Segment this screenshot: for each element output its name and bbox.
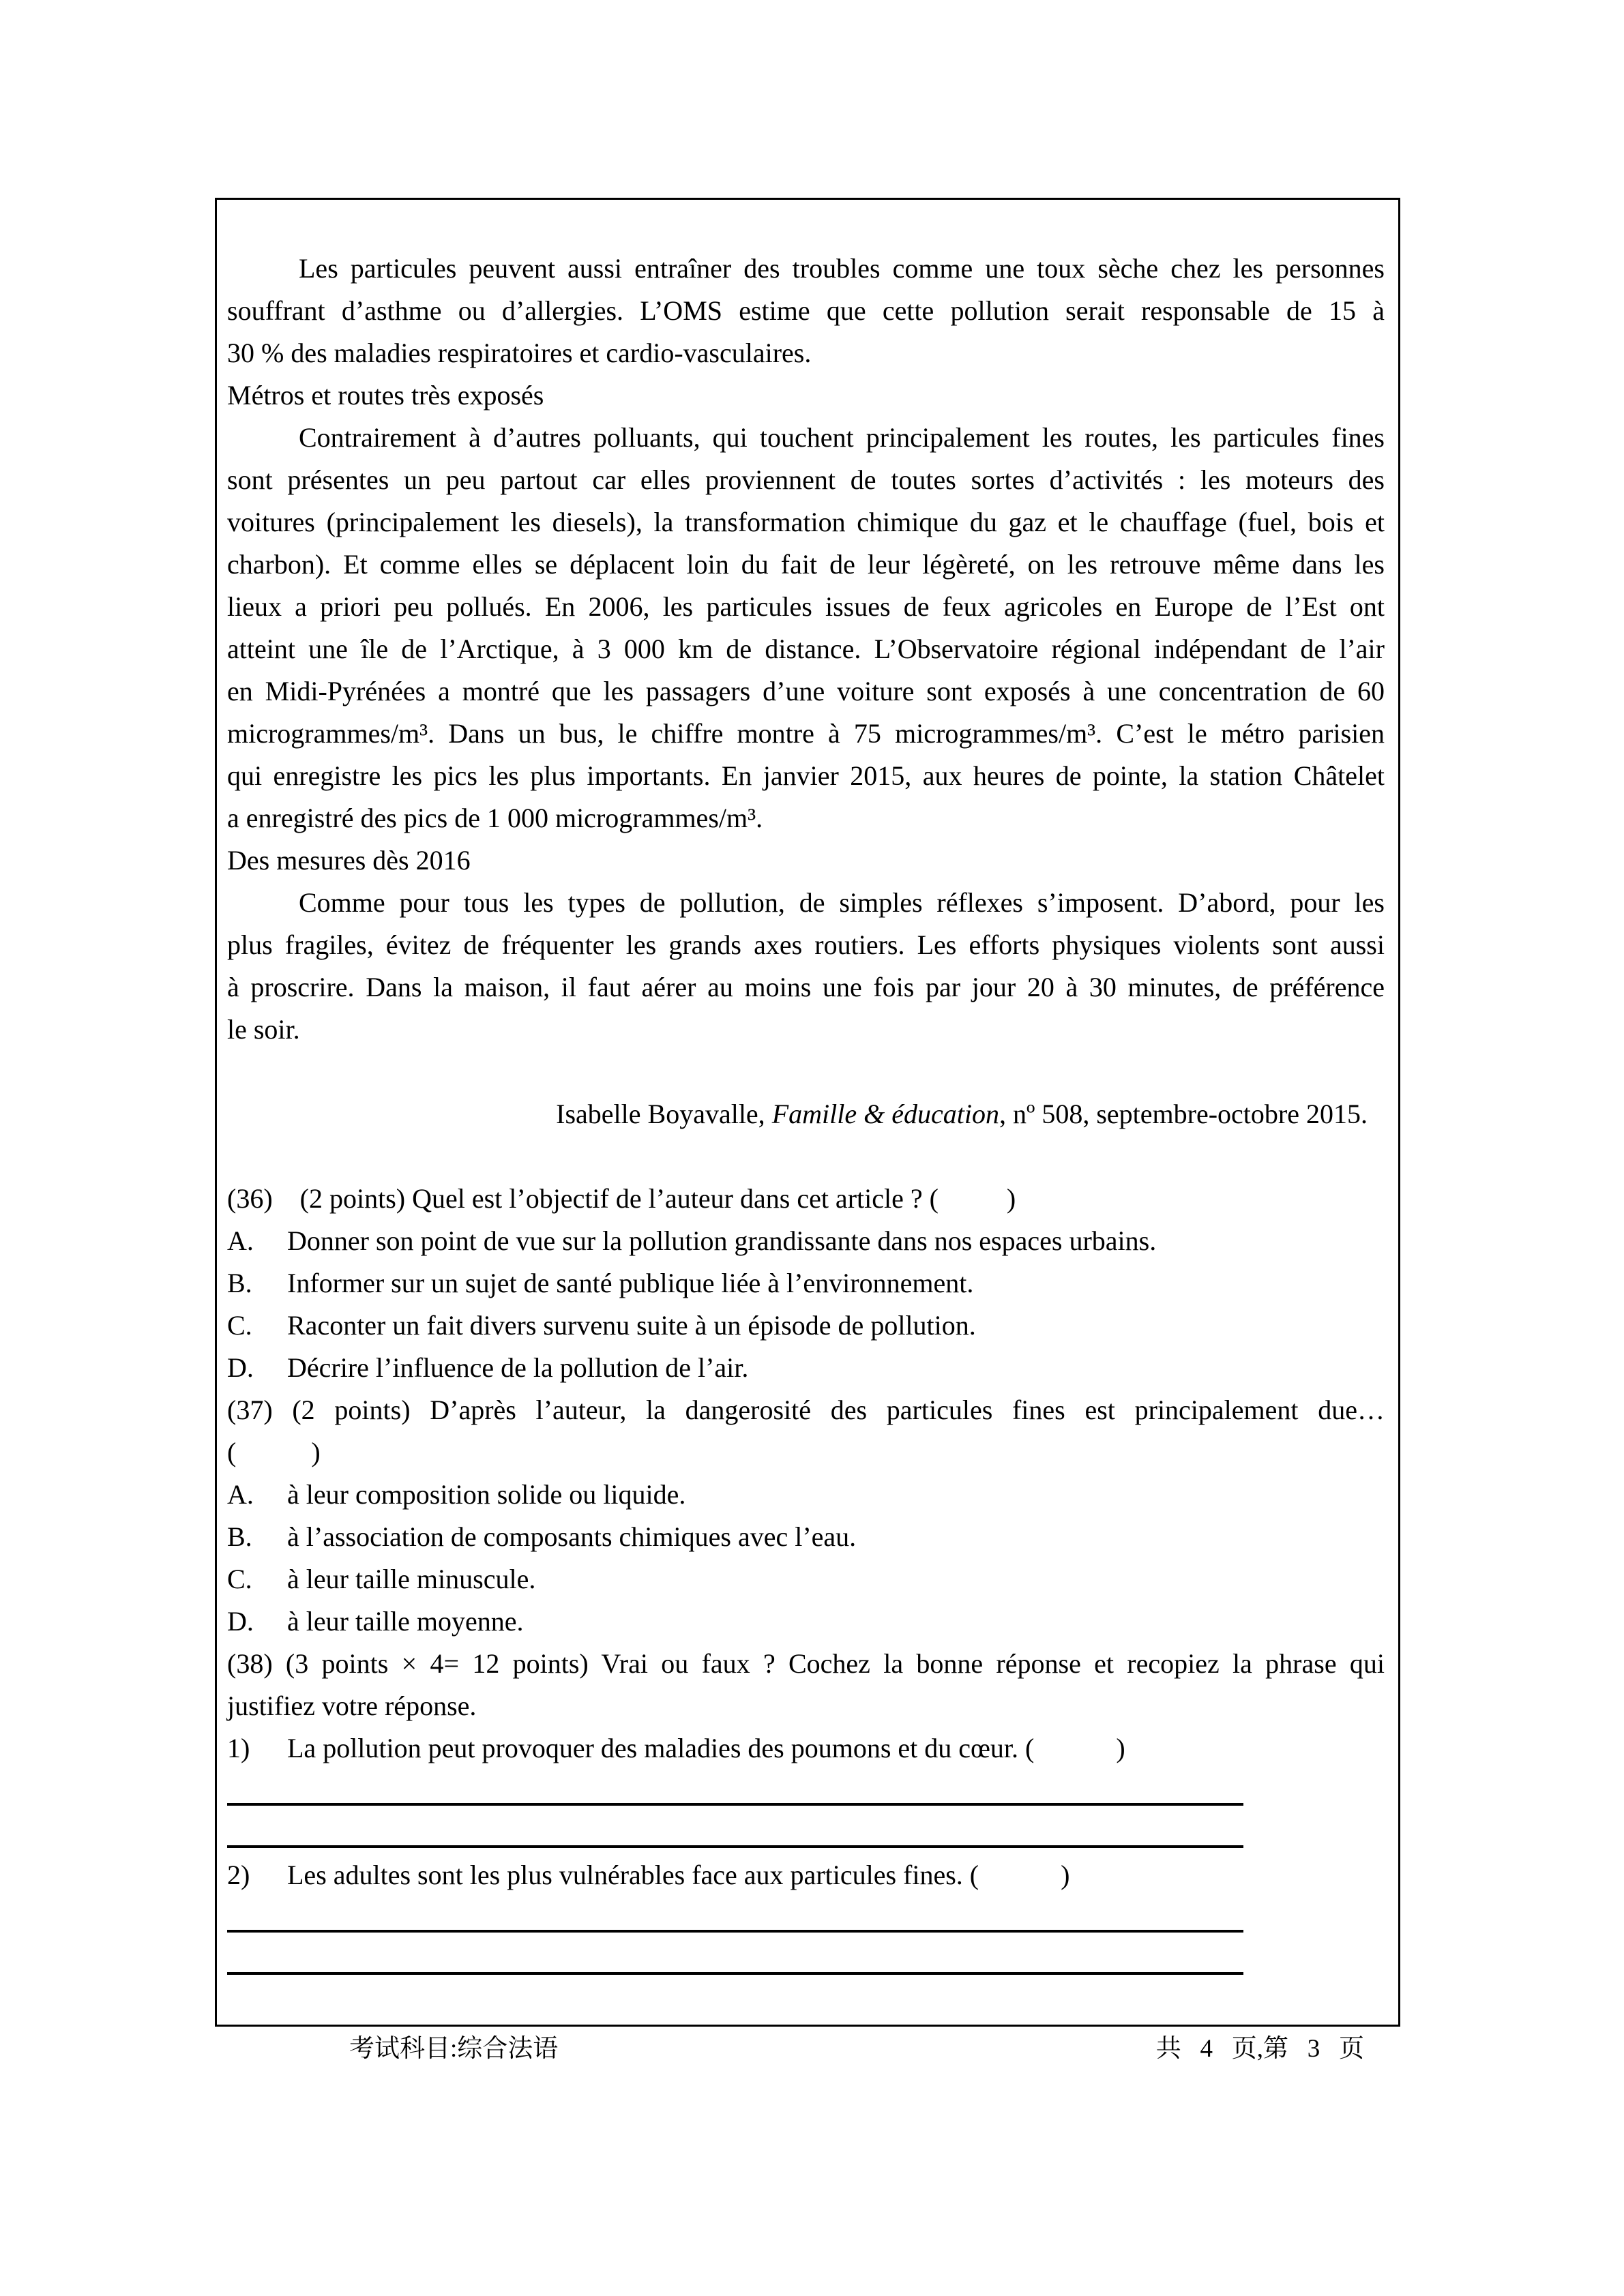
paragraph-line: le soir. (227, 1014, 300, 1045)
question-line: justifiez votre réponse. (227, 1690, 477, 1721)
paragraph (227, 417, 1385, 839)
answer-blank-row (227, 1896, 1385, 1939)
answer-blank-row (227, 1770, 1385, 1812)
page-footer (0, 2034, 1624, 2064)
paragraph-line: à proscrire. Dans la maison, il faut aérer au moins une fois par jour 20 à 30 minutes, de préférence (227, 972, 1385, 1002)
option-text: à leur taille minuscule. (287, 1564, 536, 1594)
option-text: Raconter un fait divers survenu suite à un épisode de pollution. (287, 1310, 976, 1341)
option-text: à l’association de composants chimiques avec l’eau. (287, 1521, 857, 1552)
answer-blank-line (227, 1972, 1243, 1975)
option-row (227, 1558, 1385, 1600)
paragraph-line: qui enregistre les pics les plus importants. En janvier 2015, aux heures de pointe, la station Châtelet (227, 760, 1385, 791)
paragraph-line: Comme pour tous les types de pollution, de simples réflexes s’imposent. D’abord, pour les (299, 887, 1385, 918)
item-label: 1) (227, 1733, 250, 1763)
item-text: La pollution peut provoquer des maladies des poumons et du cœur. ( ) (287, 1733, 1125, 1763)
footer-page-number: 共 4 页,第 3 页 (1155, 2035, 1364, 2063)
paragraph-line: plus fragiles, évitez de fréquenter les grands axes routiers. Les efforts physiques violents sont aussi (227, 929, 1385, 960)
option-label: D. (227, 1352, 254, 1383)
paragraph-line: atteint une île de l’Arctique, à 3 000 km de distance. L’Observatoire régional indépendant de l’air (227, 633, 1385, 664)
answer-blank-row (227, 1939, 1385, 1981)
option-text: Informer sur un sujet de santé publique liée à l’environnement. (287, 1268, 974, 1298)
citation-publication: Famille & éducation (771, 1099, 999, 1129)
option-text: Donner son point de vue sur la pollution grandissante dans nos espaces urbains. (287, 1225, 1157, 1256)
option-row (227, 1600, 1385, 1643)
citation-author: Isabelle Boyavalle, (556, 1099, 772, 1129)
question-line: ( ) (227, 1437, 321, 1467)
paragraph-line: sont présentes un peu partout car elles proviennent de toutes sortes d’activités : les moteurs des (227, 464, 1385, 495)
citation-issue-date: , nº 508, septembre-octobre 2015. (999, 1099, 1368, 1129)
option-label: A. (227, 1225, 254, 1256)
footer-exam-subject: 考试科目:综合法语 (349, 2035, 559, 2063)
source-citation-line (227, 1093, 1385, 1135)
option-text: à leur taille moyenne. (287, 1606, 524, 1637)
answer-blank-row (227, 1812, 1385, 1854)
document-content (217, 200, 1398, 1981)
option-row (227, 1474, 1385, 1516)
paragraph-line: souffrant d’asthme ou d’allergies. L’OMS estime que cette pollution serait responsable de 15 à (227, 295, 1385, 326)
option-label: C. (227, 1564, 252, 1594)
option-label: B. (227, 1268, 252, 1298)
item-label: 2) (227, 1860, 250, 1890)
question-line: (38) (3 points × 4= 12 points) Vrai ou faux ? Cochez la bonne réponse et recopiez la phrase qui (227, 1648, 1385, 1679)
answer-blank-line (227, 1845, 1243, 1848)
paragraph (227, 882, 1385, 1051)
paragraph-line: en Midi-Pyrénées a montré que les passagers d’une voiture sont exposés à une concentration de 60 (227, 676, 1385, 706)
answer-blank-line (227, 1930, 1243, 1933)
answer-blank-line (227, 1803, 1243, 1806)
option-row (227, 1304, 1385, 1347)
paragraph-line: microgrammes/m³. Dans un bus, le chiffre montre à 75 microgrammes/m³. C’est le métro parisien (227, 718, 1385, 749)
option-row (227, 1262, 1385, 1304)
paragraph-line: lieux a priori peu pollués. En 2006, les particules issues de feux agricoles en Europe de l’Est ont (227, 591, 1385, 622)
exam-page-border (215, 198, 1400, 2027)
question-line: (36) (2 points) Quel est l’objectif de l’auteur dans cet article ? ( ) (227, 1183, 1016, 1214)
option-row (227, 1516, 1385, 1558)
option-row (227, 1220, 1385, 1262)
option-text: Décrire l’influence de la pollution de l’air. (287, 1352, 749, 1383)
option-label: C. (227, 1310, 252, 1341)
paragraph-line: Contrairement à d’autres polluants, qui touchent principalement les routes, les particules fines (299, 422, 1385, 453)
item-text: Les adultes sont les plus vulnérables face aux particules fines. ( ) (287, 1860, 1070, 1890)
paragraph-line: charbon). Et comme elles se déplacent loin du fait de leur légèreté, on les retrouve même dans les (227, 549, 1385, 580)
option-label: A. (227, 1479, 254, 1510)
true-false-item-row (227, 1854, 1385, 1896)
question-line: (37) (2 points) D’après l’auteur, la dangerosité des particules fines est principalement due… (227, 1395, 1385, 1425)
section-heading: Des mesures dès 2016 (227, 845, 471, 876)
spacer (227, 1135, 1385, 1178)
paragraph-line: voitures (principalement les diesels), la transformation chimique du gaz et le chauffage (fuel, bois et (227, 507, 1385, 537)
option-label: D. (227, 1606, 254, 1637)
section-heading: Métros et routes très exposés (227, 380, 544, 411)
paragraph-line: 30 % des maladies respiratoires et cardio-vasculaires. (227, 338, 812, 368)
option-row (227, 1347, 1385, 1389)
spacer (227, 1051, 1385, 1093)
option-text: à leur composition solide ou liquide. (287, 1479, 686, 1510)
paragraph-line: a enregistré des pics de 1 000 microgrammes/m³. (227, 803, 763, 833)
true-false-item-row (227, 1727, 1385, 1770)
option-label: B. (227, 1521, 252, 1552)
paragraph-line: Les particules peuvent aussi entraîner des troubles comme une toux sèche chez les personnes (299, 253, 1385, 284)
paragraph (227, 248, 1385, 374)
